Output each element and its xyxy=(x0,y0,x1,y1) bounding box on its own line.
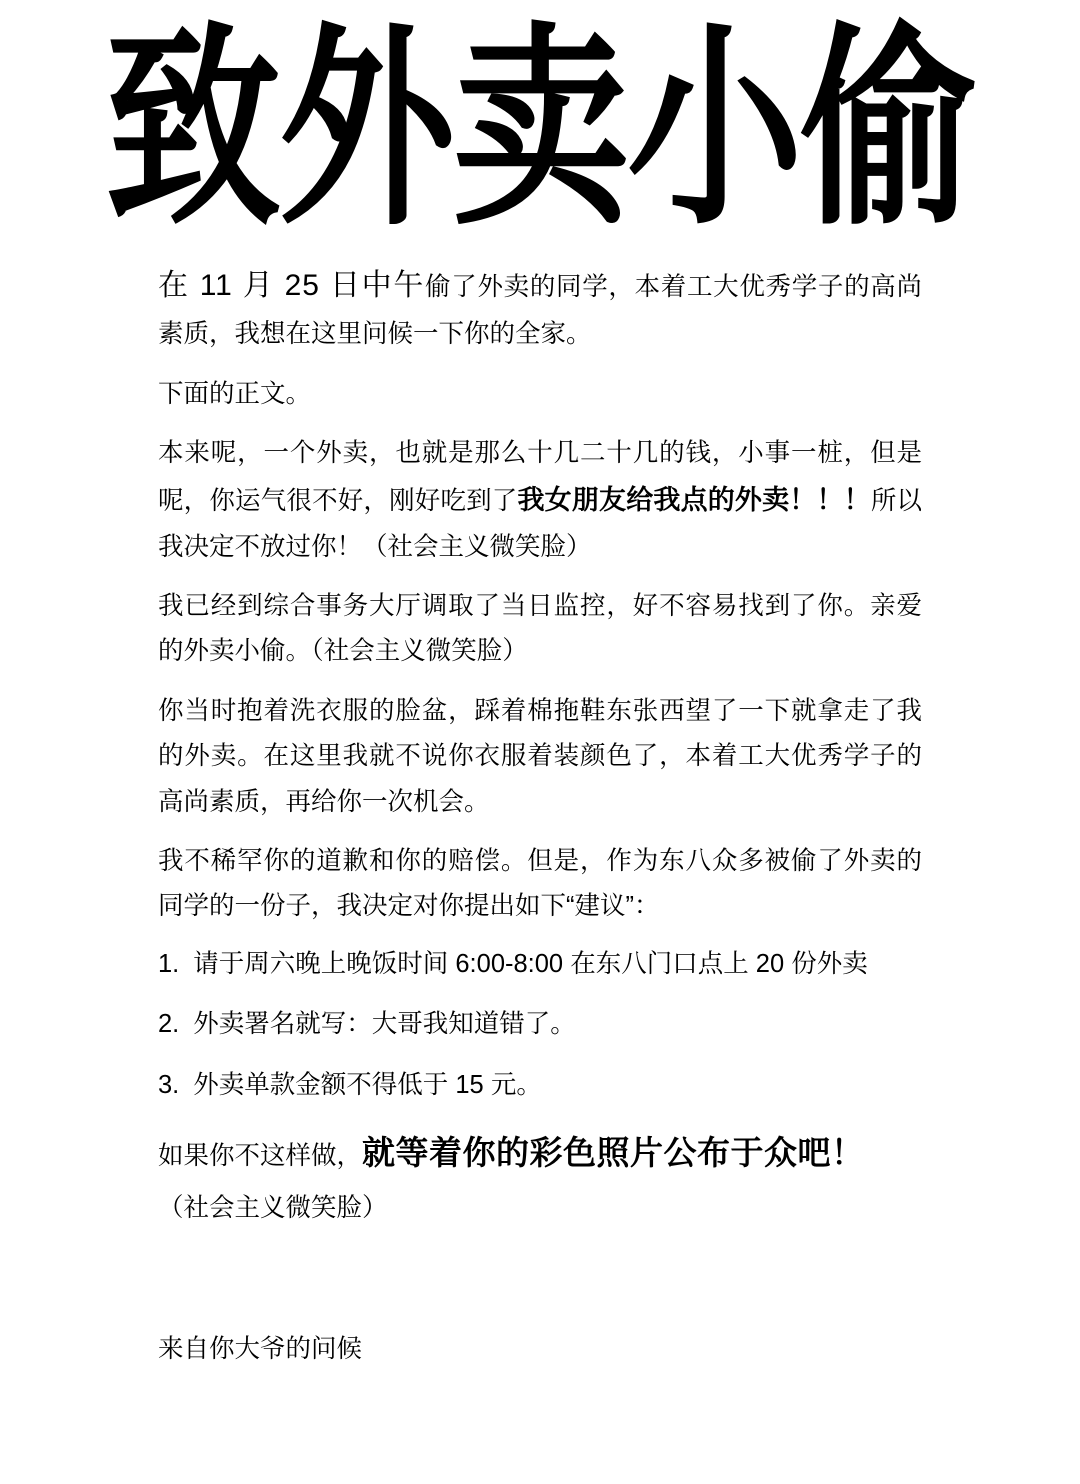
paragraph-intro xyxy=(158,259,922,358)
list-item-text: 请于周六晚上晚饭时间 6:00-8:00 在东八门口点上 20 份外卖 xyxy=(193,949,868,978)
page-title: 致外卖小偷 xyxy=(104,4,975,255)
paragraph-lede: 下面的正文。 xyxy=(158,379,312,408)
list-item xyxy=(158,1065,922,1106)
paragraph-complaint-emphasis: 我女朋友给我点的外卖！！！ xyxy=(517,485,871,516)
list-item-text: 外卖署名就写：大哥我知道错了。 xyxy=(193,1010,576,1039)
list-item-text: 外卖单款金额不得低于 15 元。 xyxy=(193,1071,542,1100)
signoff-text: 来自你大爷的问候 xyxy=(158,1334,363,1363)
paragraph-description: 你当时抱着洗衣服的脸盆，踩着棉拖鞋东张西望了一下就拿走了我的外卖。在这里我就不说你衣服着装颜色了，本着工大优秀学子的高尚素质，再给你一次机会。 xyxy=(158,696,922,816)
paragraph-complaint-pre: 本来呢，一个外卖，也就是那么十几二十几的钱，小事一桩，但是呢，你运气很不好，刚好吃到了 xyxy=(158,438,922,516)
list-item-number: 1. xyxy=(158,949,180,978)
list-item xyxy=(158,944,922,985)
warning-prefix: 如果你不这样做， xyxy=(158,1142,363,1171)
warning-line xyxy=(158,1128,922,1178)
warning-emphasis: 就等着你的彩色照片公布于众吧！ xyxy=(362,1134,865,1172)
incident-date-text: 在 11 月 25 日中午 xyxy=(158,268,426,302)
demand-list xyxy=(158,944,922,1106)
paragraph-surveillance: 我已经到综合事务大厅调取了当日监控，好不容易找到了你。亲爱的外卖小偷。（社会主义微笑脸） xyxy=(158,592,922,666)
paragraph-demands-intro: 我不稀罕你的道歉和你的赔偿。但是，作为东八众多被偷了外卖的同学的一份子，我决定对你提出如下“建议”： xyxy=(158,846,922,921)
smile-note: （社会主义微笑脸） xyxy=(158,1193,388,1222)
list-item xyxy=(158,1004,922,1045)
paragraph-complaint-post: 所以我决定不放过你！（社会主义微笑脸） xyxy=(158,487,922,561)
list-item-number: 2. xyxy=(158,1010,180,1039)
poster-page xyxy=(0,4,1080,1484)
list-item-number: 3. xyxy=(158,1071,180,1100)
paragraph-complaint xyxy=(158,431,922,570)
paragraph-intro-rest: 偷了外卖的同学，本着工大优秀学子的高尚素质，我想在这里问候一下你的全家。 xyxy=(158,272,922,349)
poster-body xyxy=(40,259,1040,1373)
